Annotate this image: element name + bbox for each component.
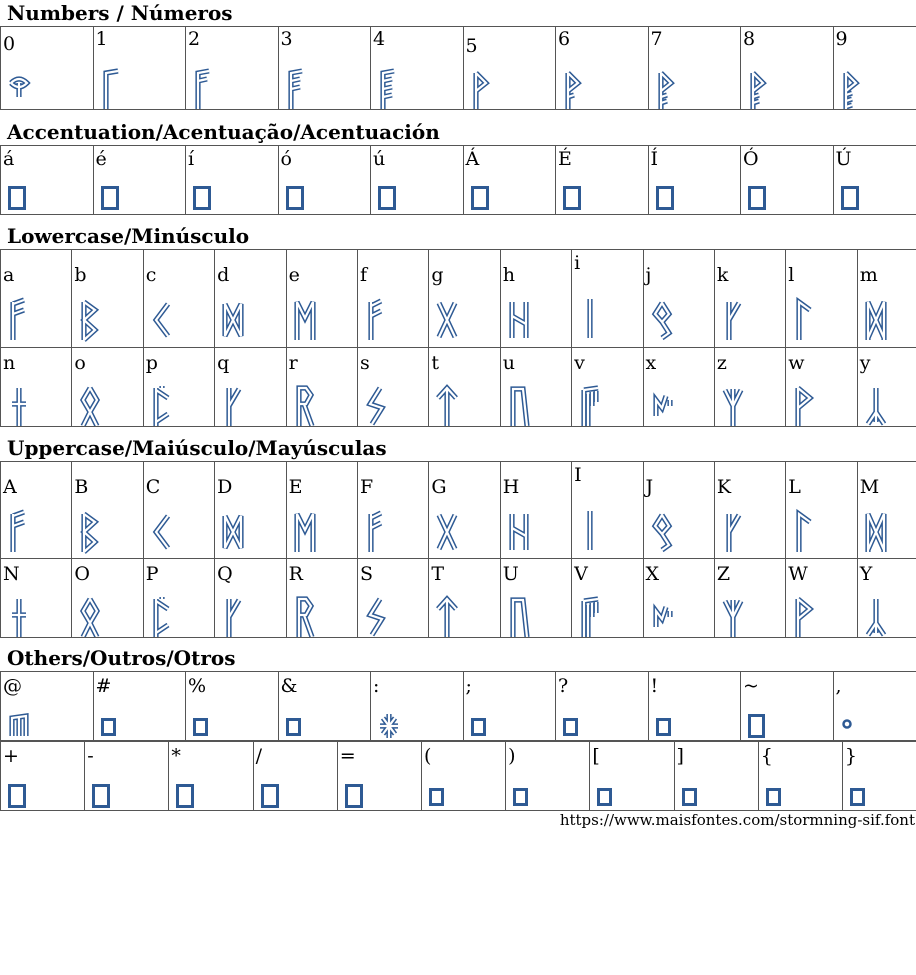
glyph-preview — [8, 512, 30, 552]
glyph-label: F — [359, 476, 374, 498]
glyph-label: g — [431, 264, 444, 286]
glyph-preview — [151, 300, 173, 340]
glyph-preview — [865, 386, 887, 426]
lowercase-cell — [72, 348, 143, 427]
glyph-preview — [8, 714, 30, 738]
glyph-label: K — [716, 476, 732, 498]
glyph-preview — [8, 300, 30, 340]
glyph-label: * — [171, 745, 181, 767]
glyph-preview — [793, 386, 815, 426]
glyph-preview — [579, 597, 601, 637]
glyph-label: # — [95, 675, 112, 697]
section-title-accentuation: Accentuation/Acentuação/Acentuación — [7, 120, 440, 144]
other-symbol-cell — [85, 742, 169, 811]
other-symbol-cell — [169, 742, 253, 811]
glyph-label: + — [3, 745, 19, 767]
glyph-preview — [436, 512, 458, 552]
section-title-lowercase: Lowercase/Minúsculo — [7, 224, 250, 248]
glyph-label: y — [859, 352, 871, 374]
glyph-label: é — [95, 148, 107, 170]
glyph-label: i — [574, 252, 581, 274]
lowercase-cell — [1, 348, 72, 427]
glyph-preview — [378, 186, 396, 210]
glyph-label: l — [788, 264, 795, 286]
glyph-preview — [579, 386, 601, 426]
accent-cell — [741, 146, 834, 215]
number-cell — [556, 27, 649, 110]
lowercase-cell — [215, 250, 286, 348]
lowercase-cell — [500, 250, 571, 348]
glyph-label: 0 — [3, 33, 16, 55]
glyph-preview — [436, 386, 458, 426]
glyph-preview — [471, 69, 493, 109]
glyph-preview — [682, 788, 697, 806]
number-cell — [463, 27, 556, 110]
lowercase-cell — [215, 348, 286, 427]
glyph-label: Y — [859, 563, 873, 585]
lowercase-cell — [357, 250, 428, 348]
lowercase-cell — [857, 250, 916, 348]
glyph-label: Ú — [835, 148, 852, 170]
glyph-label: n — [3, 352, 16, 374]
other-symbol-cell — [833, 672, 916, 741]
glyph-label: 3 — [280, 28, 293, 50]
glyph-preview — [748, 714, 765, 738]
glyph-label: C — [145, 476, 161, 498]
uppercase-cell — [643, 559, 714, 638]
glyph-preview — [222, 512, 244, 552]
other-symbol-cell — [186, 672, 279, 741]
glyph-label: 1 — [95, 28, 108, 50]
lowercase-cell — [643, 348, 714, 427]
glyph-preview — [8, 186, 26, 210]
glyph-preview — [651, 386, 673, 426]
glyph-label: R — [288, 563, 303, 585]
lowercase-cell — [786, 348, 857, 427]
glyph-label: k — [716, 264, 729, 286]
glyph-preview — [563, 718, 578, 736]
glyph-preview — [563, 69, 585, 109]
lowercase-table — [0, 249, 916, 427]
number-cell — [1, 27, 94, 110]
uppercase-cell — [72, 462, 143, 559]
other-symbol-cell — [506, 742, 590, 811]
uppercase-cell — [286, 559, 357, 638]
glyph-label: c — [145, 264, 157, 286]
lowercase-cell — [500, 348, 571, 427]
glyph-preview — [151, 597, 173, 637]
glyph-label: j — [645, 264, 652, 286]
uppercase-cell — [357, 462, 428, 559]
glyph-label: % — [188, 675, 207, 697]
glyph-preview — [101, 718, 116, 736]
glyph-preview — [286, 186, 304, 210]
glyph-label: = — [339, 745, 356, 767]
glyph-label: t — [431, 352, 439, 374]
glyph-preview — [101, 69, 123, 109]
glyph-preview — [471, 186, 489, 210]
glyph-label: L — [788, 476, 801, 498]
lowercase-cell — [572, 250, 643, 348]
lowercase-cell — [286, 348, 357, 427]
uppercase-cell — [500, 559, 571, 638]
glyph-preview — [508, 300, 530, 340]
glyph-preview — [865, 300, 887, 340]
accent-cell — [371, 146, 464, 215]
lowercase-cell — [286, 250, 357, 348]
glyph-label: B — [74, 476, 89, 498]
glyph-preview — [8, 597, 30, 637]
glyph-preview — [378, 69, 400, 109]
glyph-preview — [651, 512, 673, 552]
glyph-label: { — [760, 745, 773, 767]
glyph-label: ) — [508, 745, 516, 767]
uppercase-cell — [1, 462, 72, 559]
glyph-label: w — [788, 352, 805, 374]
other-symbol-cell — [371, 672, 464, 741]
accentuation-table — [0, 145, 916, 215]
accent-cell — [278, 146, 371, 215]
glyph-label: ú — [373, 148, 386, 170]
uppercase-cell — [643, 462, 714, 559]
glyph-label: Ó — [743, 148, 759, 170]
glyph-label: v — [574, 352, 585, 374]
glyph-preview — [793, 300, 815, 340]
other-symbol-cell — [741, 672, 834, 741]
others-table-2 — [0, 741, 916, 811]
glyph-preview — [436, 300, 458, 340]
uppercase-cell — [357, 559, 428, 638]
glyph-preview — [222, 300, 244, 340]
glyph-label: Í — [650, 148, 659, 170]
glyph-preview — [261, 784, 279, 808]
glyph-label: I — [574, 464, 582, 486]
numbers-table — [0, 26, 916, 110]
uppercase-cell — [143, 559, 214, 638]
glyph-label: E — [288, 476, 303, 498]
lowercase-cell — [143, 348, 214, 427]
glyph-preview — [597, 788, 612, 806]
glyph-label: @ — [3, 675, 22, 697]
section-title-numbers: Numbers / Números — [7, 1, 233, 25]
glyph-preview — [436, 597, 458, 637]
uppercase-cell — [572, 462, 643, 559]
other-symbol-cell — [278, 672, 371, 741]
glyph-preview — [656, 69, 678, 109]
glyph-preview — [286, 69, 308, 109]
glyph-preview — [429, 788, 444, 806]
glyph-preview — [365, 386, 387, 426]
glyph-label: á — [3, 148, 15, 170]
lowercase-cell — [857, 348, 916, 427]
glyph-preview — [92, 784, 110, 808]
number-cell — [278, 27, 371, 110]
glyph-preview — [513, 788, 528, 806]
glyph-label: É — [558, 148, 572, 170]
glyph-label: 4 — [373, 28, 386, 50]
lowercase-cell — [714, 348, 785, 427]
glyph-preview — [656, 718, 671, 736]
glyph-label: ; — [465, 675, 472, 697]
glyph-preview — [286, 718, 301, 736]
other-symbol-cell — [337, 742, 421, 811]
glyph-preview — [722, 300, 744, 340]
accent-cell — [1, 146, 94, 215]
number-cell — [833, 27, 916, 110]
glyph-label: X — [645, 563, 660, 585]
other-symbol-cell — [253, 742, 337, 811]
glyph-preview — [345, 784, 363, 808]
lowercase-cell — [357, 348, 428, 427]
glyph-preview — [563, 186, 581, 210]
glyph-label: e — [288, 264, 300, 286]
glyph-preview — [294, 597, 316, 637]
glyph-label: J — [645, 476, 654, 498]
glyph-label: ó — [280, 148, 292, 170]
glyph-preview — [79, 386, 101, 426]
glyph-label: : — [373, 675, 380, 697]
glyph-label: - — [87, 745, 94, 767]
glyph-label: Á — [465, 148, 480, 170]
uppercase-cell — [72, 559, 143, 638]
lowercase-cell — [429, 250, 500, 348]
glyph-label: A — [3, 476, 17, 498]
glyph-preview — [651, 597, 673, 637]
uppercase-cell — [143, 462, 214, 559]
uppercase-table — [0, 461, 916, 638]
glyph-preview — [79, 597, 101, 637]
lowercase-cell — [1, 250, 72, 348]
glyph-label: 6 — [558, 28, 571, 50]
glyph-label: 5 — [465, 35, 478, 57]
uppercase-cell — [286, 462, 357, 559]
glyph-preview — [79, 512, 101, 552]
glyph-preview — [651, 300, 673, 340]
glyph-label: ? — [558, 675, 569, 697]
glyph-preview — [193, 69, 215, 109]
glyph-label: ( — [423, 745, 432, 767]
other-symbol-cell — [556, 672, 649, 741]
number-cell — [648, 27, 741, 110]
glyph-label: 2 — [188, 28, 201, 50]
glyph-label: & — [280, 675, 298, 697]
uppercase-cell — [714, 559, 785, 638]
glyph-preview — [748, 69, 770, 109]
glyph-preview — [766, 788, 781, 806]
glyph-label: x — [645, 352, 657, 374]
uppercase-cell — [786, 462, 857, 559]
uppercase-cell — [1, 559, 72, 638]
lowercase-cell — [72, 250, 143, 348]
other-symbol-cell — [1, 672, 94, 741]
glyph-preview — [101, 186, 119, 210]
other-symbol-cell — [590, 742, 674, 811]
glyph-label: H — [502, 476, 520, 498]
lowercase-cell — [429, 348, 500, 427]
glyph-label: m — [859, 264, 878, 286]
glyph-preview — [579, 298, 601, 346]
glyph-label: Z — [716, 563, 731, 585]
glyph-label: í — [188, 148, 195, 170]
number-cell — [93, 27, 186, 110]
glyph-preview — [865, 512, 887, 552]
lowercase-cell — [572, 348, 643, 427]
glyph-preview — [222, 386, 244, 426]
uppercase-cell — [572, 559, 643, 638]
glyph-preview — [841, 69, 863, 109]
other-symbol-cell — [1, 742, 85, 811]
accent-cell — [556, 146, 649, 215]
glyph-label: s — [359, 352, 370, 374]
glyph-preview — [365, 300, 387, 340]
glyph-label: } — [844, 745, 857, 767]
glyph-label: S — [359, 563, 373, 585]
accent-cell — [648, 146, 741, 215]
glyph-label: O — [74, 563, 90, 585]
glyph-preview — [793, 597, 815, 637]
glyph-preview — [579, 510, 601, 558]
glyph-label: 9 — [835, 28, 848, 50]
glyph-preview — [294, 512, 316, 552]
lowercase-cell — [143, 250, 214, 348]
glyph-preview — [471, 718, 486, 736]
other-symbol-cell — [93, 672, 186, 741]
accent-cell — [833, 146, 916, 215]
glyph-label: q — [217, 352, 230, 374]
source-url: https://www.maisfontes.com/stormning-sif.font — [559, 811, 915, 829]
uppercase-cell — [500, 462, 571, 559]
glyph-label: h — [502, 264, 515, 286]
glyph-preview — [8, 75, 30, 103]
glyph-label: T — [431, 563, 445, 585]
glyph-preview — [8, 386, 30, 426]
glyph-preview — [748, 186, 766, 210]
accent-cell — [186, 146, 279, 215]
glyph-preview — [722, 597, 744, 637]
glyph-preview — [722, 386, 744, 426]
glyph-label: V — [574, 563, 588, 585]
uppercase-cell — [857, 462, 916, 559]
glyph-label: G — [431, 476, 447, 498]
glyph-preview — [850, 788, 865, 806]
glyph-preview — [508, 512, 530, 552]
uppercase-cell — [429, 559, 500, 638]
uppercase-cell — [857, 559, 916, 638]
glyph-preview — [865, 597, 887, 637]
section-title-others: Others/Outros/Otros — [7, 646, 236, 670]
glyph-preview — [508, 386, 530, 426]
lowercase-cell — [643, 250, 714, 348]
other-symbol-cell — [842, 742, 916, 811]
glyph-preview — [378, 712, 400, 740]
glyph-preview — [193, 186, 211, 210]
glyph-label: 8 — [743, 28, 756, 50]
glyph-label: [ — [592, 745, 600, 767]
uppercase-cell — [786, 559, 857, 638]
uppercase-cell — [429, 462, 500, 559]
glyph-label: o — [74, 352, 86, 374]
glyph-label: a — [3, 264, 15, 286]
glyph-preview — [656, 186, 674, 210]
other-symbol-cell — [648, 672, 741, 741]
glyph-label: u — [502, 352, 515, 374]
glyph-label: P — [145, 563, 159, 585]
glyph-label: N — [3, 563, 20, 585]
glyph-preview — [176, 784, 194, 808]
glyph-label: r — [288, 352, 298, 374]
glyph-label: U — [502, 563, 519, 585]
other-symbol-cell — [421, 742, 505, 811]
glyph-preview — [294, 386, 316, 426]
glyph-label: ~ — [743, 675, 759, 697]
glyph-label: p — [145, 352, 158, 374]
glyph-preview — [793, 512, 815, 552]
glyph-label: , — [835, 675, 842, 697]
glyph-preview — [151, 386, 173, 426]
glyph-label: 7 — [650, 28, 663, 50]
number-cell — [741, 27, 834, 110]
glyph-preview — [193, 718, 208, 736]
glyph-preview — [79, 300, 101, 340]
glyph-label: z — [716, 352, 727, 374]
glyph-label: M — [859, 476, 880, 498]
lowercase-cell — [714, 250, 785, 348]
glyph-preview — [222, 597, 244, 637]
glyph-preview — [722, 512, 744, 552]
glyph-label: f — [359, 264, 367, 286]
glyph-preview — [294, 300, 316, 340]
glyph-preview — [841, 186, 859, 210]
other-symbol-cell — [463, 672, 556, 741]
glyph-label: Q — [217, 563, 233, 585]
glyph-label: ] — [676, 745, 684, 767]
glyph-preview — [365, 512, 387, 552]
glyph-label: / — [255, 745, 262, 767]
section-title-uppercase: Uppercase/Maiúsculo/Mayúsculas — [7, 436, 387, 460]
uppercase-cell — [215, 462, 286, 559]
glyph-preview — [365, 597, 387, 637]
accent-cell — [463, 146, 556, 215]
glyph-label: W — [788, 563, 808, 585]
uppercase-cell — [215, 559, 286, 638]
number-cell — [186, 27, 279, 110]
glyph-preview — [841, 718, 853, 730]
other-symbol-cell — [674, 742, 758, 811]
glyph-preview — [8, 784, 26, 808]
glyph-label: d — [217, 264, 230, 286]
glyph-label: b — [74, 264, 87, 286]
glyph-preview — [508, 597, 530, 637]
other-symbol-cell — [758, 742, 842, 811]
uppercase-cell — [714, 462, 785, 559]
glyph-preview — [151, 512, 173, 552]
others-table-1 — [0, 671, 916, 741]
glyph-label: D — [217, 476, 233, 498]
glyph-label: ! — [650, 675, 659, 697]
number-cell — [371, 27, 464, 110]
accent-cell — [93, 146, 186, 215]
lowercase-cell — [786, 250, 857, 348]
